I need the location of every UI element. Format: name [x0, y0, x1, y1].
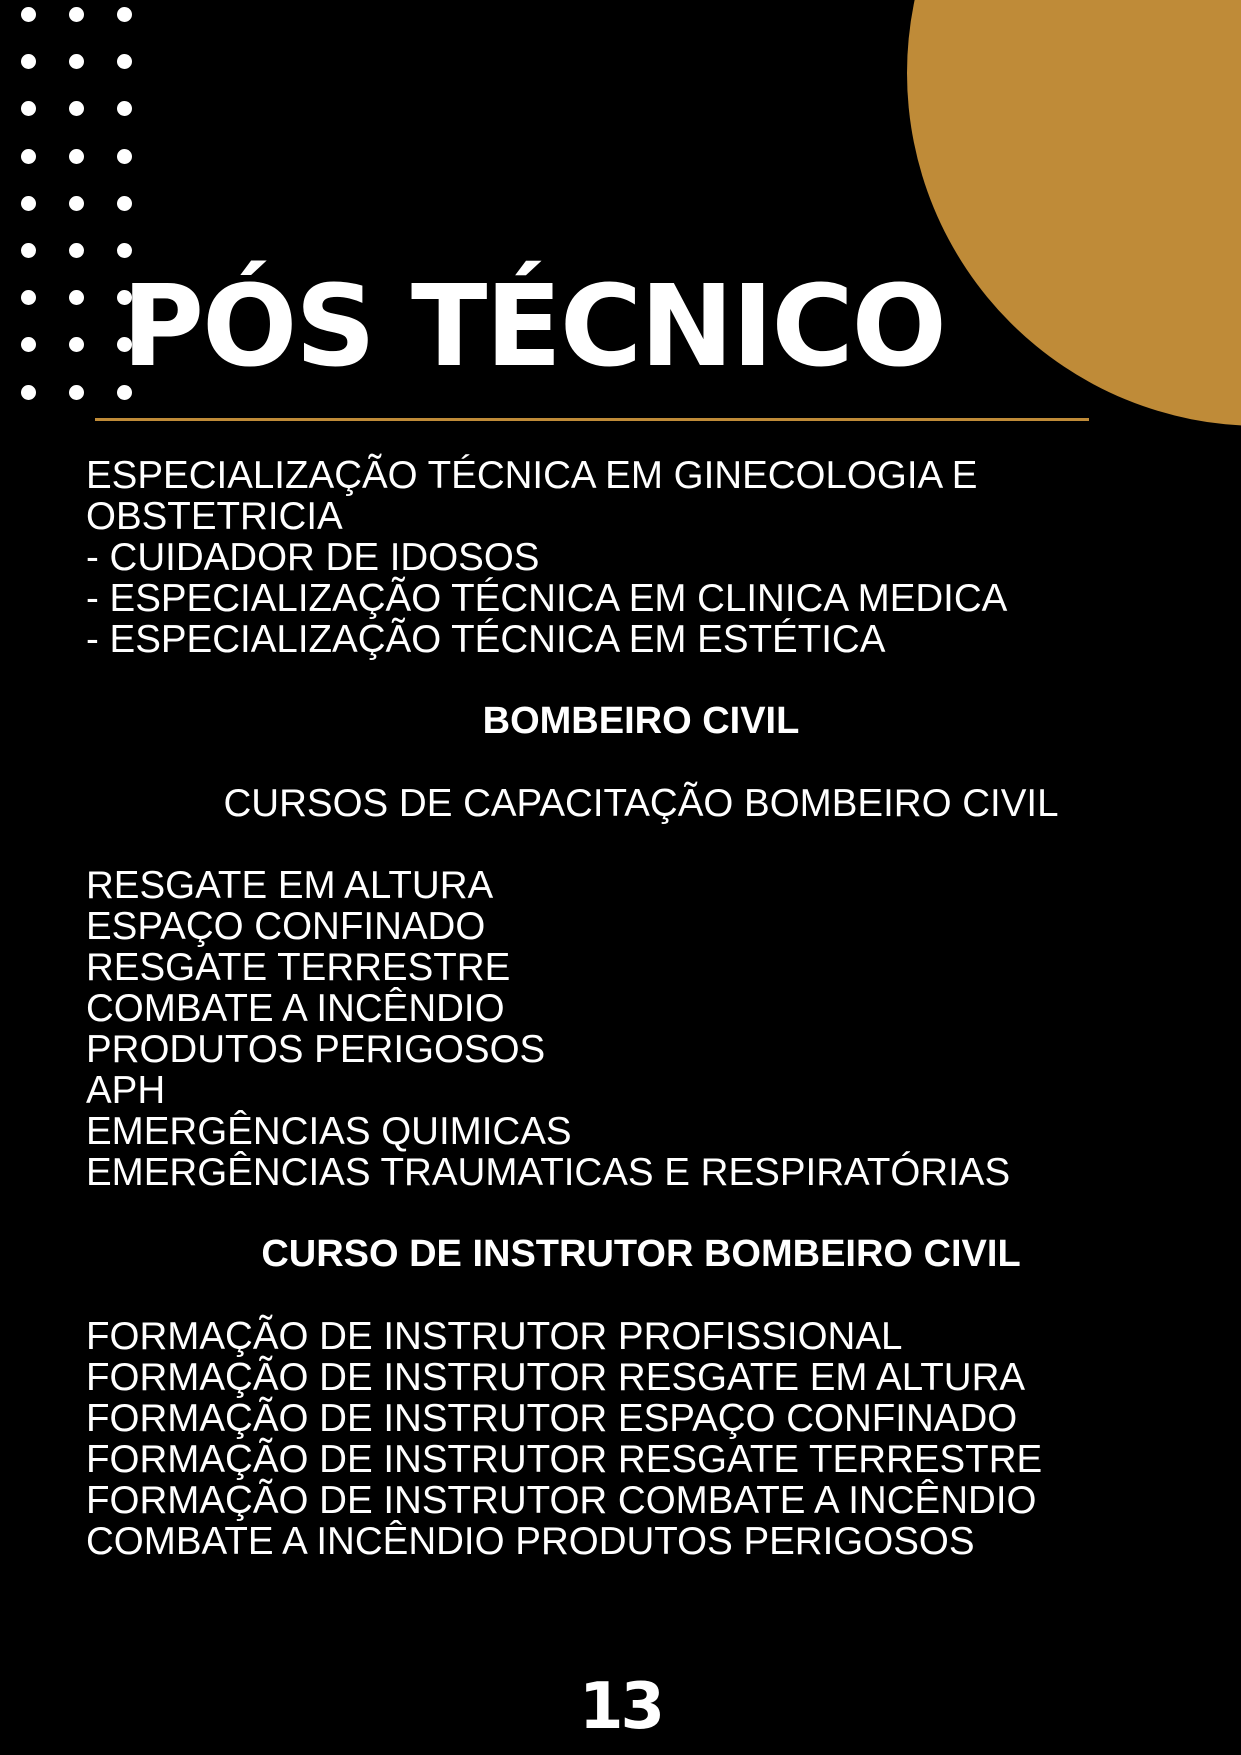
decorative-dot: [69, 101, 84, 116]
decorative-dot: [21, 54, 36, 69]
page-number: 13: [578, 1670, 663, 1744]
list-item: OBSTETRICIA: [86, 495, 343, 538]
list-item: - ESPECIALIZAÇÃO TÉCNICA EM ESTÉTICA: [86, 618, 886, 661]
list-item: RESGATE TERRESTRE: [86, 946, 511, 989]
section-heading-bombeiro-civil: BOMBEIRO CIVIL: [482, 700, 800, 742]
decorative-dot: [21, 290, 36, 305]
decorative-dot: [117, 54, 132, 69]
decorative-dot: [69, 54, 84, 69]
decorative-dot: [117, 149, 132, 164]
list-item: EMERGÊNCIAS QUIMICAS: [86, 1110, 572, 1153]
spacer: [86, 660, 1196, 701]
list-item: FORMAÇÃO DE INSTRUTOR COMBATE A INCÊNDIO: [86, 1479, 1037, 1522]
spacer: [86, 742, 1196, 783]
page-title: PÓS TÉCNICO: [122, 262, 945, 392]
decorative-dot: [117, 101, 132, 116]
decorative-dot: [69, 337, 84, 352]
section-subheading-capacitacao: CURSOS DE CAPACITAÇÃO BOMBEIRO CIVIL: [223, 782, 1059, 825]
spacer: [86, 824, 1196, 865]
decorative-dot: [21, 149, 36, 164]
list-item: COMBATE A INCÊNDIO: [86, 987, 505, 1030]
decorative-dot: [117, 7, 132, 22]
list-item: EMERGÊNCIAS TRAUMATICAS E RESPIRATÓRIAS: [86, 1151, 1011, 1194]
section-heading-instrutor: CURSO DE INSTRUTOR BOMBEIRO CIVIL: [261, 1233, 1021, 1275]
list-item: FORMAÇÃO DE INSTRUTOR ESPAÇO CONFINADO: [86, 1397, 1018, 1440]
list-item: ESPAÇO CONFINADO: [86, 905, 486, 948]
decorative-dot: [117, 243, 132, 258]
course-list: [86, 455, 1196, 1562]
list-item: FORMAÇÃO DE INSTRUTOR RESGATE EM ALTURA: [86, 1356, 1026, 1399]
list-item: PRODUTOS PERIGOSOS: [86, 1028, 546, 1071]
decorative-dot: [21, 243, 36, 258]
decorative-dot: [69, 149, 84, 164]
decorative-dot: [21, 196, 36, 211]
decorative-dot: [69, 196, 84, 211]
list-item: FORMAÇÃO DE INSTRUTOR PROFISSIONAL: [86, 1315, 903, 1358]
list-item: - ESPECIALIZAÇÃO TÉCNICA EM CLINICA MEDICA: [86, 577, 1008, 620]
list-item: - CUIDADOR DE IDOSOS: [86, 536, 540, 579]
decorative-dot: [69, 290, 84, 305]
decorative-dot: [69, 7, 84, 22]
list-item: RESGATE EM ALTURA: [86, 864, 494, 907]
decorative-dot: [21, 7, 36, 22]
decorative-dot: [21, 385, 36, 400]
list-item: FORMAÇÃO DE INSTRUTOR RESGATE TERRESTRE: [86, 1438, 1043, 1481]
decorative-dot: [117, 196, 132, 211]
decorative-gold-circle: [907, 0, 1241, 426]
list-item: APH: [86, 1069, 166, 1112]
spacer: [86, 1275, 1196, 1316]
title-divider: [95, 418, 1089, 421]
decorative-dot: [21, 337, 36, 352]
list-item: ESPECIALIZAÇÃO TÉCNICA EM GINECOLOGIA E: [86, 454, 978, 497]
spacer: [86, 1193, 1196, 1234]
decorative-dot: [21, 101, 36, 116]
decorative-dot: [69, 385, 84, 400]
decorative-dot: [69, 243, 84, 258]
list-item: COMBATE A INCÊNDIO PRODUTOS PERIGOSOS: [86, 1520, 975, 1563]
